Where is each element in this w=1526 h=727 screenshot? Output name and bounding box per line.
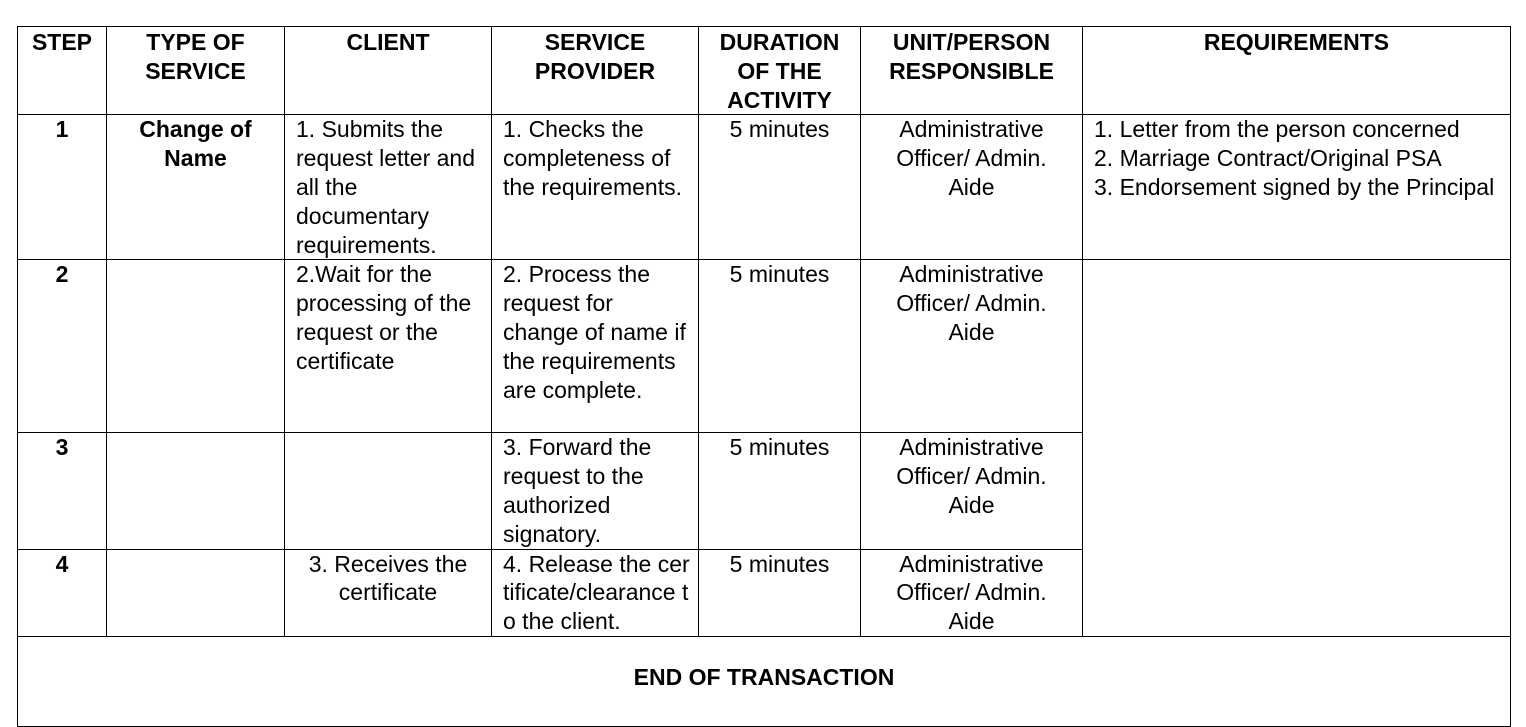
step-number: 3: [18, 433, 107, 549]
footer-row: [18, 636, 1511, 726]
header-requirements: REQUIREMENTS: [1083, 27, 1511, 115]
header-client: CLIENT: [285, 27, 492, 115]
type-of-service: [107, 549, 285, 636]
requirement-item: 2. Marriage Contract/Original PSA: [1094, 145, 1442, 172]
provider-action: 1. Checks the completeness of the requirements.: [492, 115, 699, 260]
unit-responsible: Administrative Officer/ Admin. Aide: [861, 549, 1083, 636]
unit-responsible: Administrative Officer/ Admin. Aide: [861, 433, 1083, 549]
client-action: 1. Submits the request letter and all the documentary requirements.: [285, 115, 492, 260]
step-number: 4: [18, 549, 107, 636]
client-action: 3. Receives the certificate: [285, 549, 492, 636]
step-number: 2: [18, 260, 107, 433]
client-action: 2.Wait for the processing of the request or the certificate: [285, 260, 492, 433]
end-of-transaction: END OF TRANSACTION: [18, 636, 1511, 726]
service-procedure-table: [17, 26, 1511, 727]
type-of-service: [107, 260, 285, 433]
duration-cell: 5 minutes: [699, 115, 861, 260]
duration-cell: 5 minutes: [699, 260, 861, 433]
unit-responsible: Administrative Officer/ Admin. Aide: [861, 260, 1083, 433]
header-step: STEP: [18, 27, 107, 115]
header-duration: DURATION OF THE ACTIVITY: [699, 27, 861, 115]
duration-cell: 5 minutes: [699, 549, 861, 636]
client-action: [285, 433, 492, 549]
step-number: 1: [18, 115, 107, 260]
requirement-item: 3. Endorsement signed by the Principal: [1094, 173, 1495, 200]
provider-action: 2. Process the request for change of name if the requirements are complete.: [492, 260, 699, 433]
requirements-list: [1083, 115, 1511, 260]
unit-responsible: Administrative Officer/ Admin. Aide: [861, 115, 1083, 260]
type-of-service: Change of Name: [107, 115, 285, 260]
duration-cell: 5 minutes: [699, 433, 861, 549]
header-service-provider: SERVICE PROVIDER: [492, 27, 699, 115]
table-row: [18, 115, 1511, 260]
type-of-service: [107, 433, 285, 549]
table-row: [18, 260, 1511, 433]
header-unit-responsible: UNIT/PERSON RESPONSIBLE: [861, 27, 1083, 115]
provider-action: 3. Forward the request to the authorized signatory.: [492, 433, 699, 549]
header-type-of-service: TYPE OF SERVICE: [107, 27, 285, 115]
requirements-empty-cell: [1083, 260, 1511, 637]
provider-action: 4. Release the certificate/clearance to the client.: [492, 549, 699, 636]
header-row: [18, 27, 1511, 115]
requirement-item: 1. Letter from the person concerned: [1094, 116, 1460, 143]
